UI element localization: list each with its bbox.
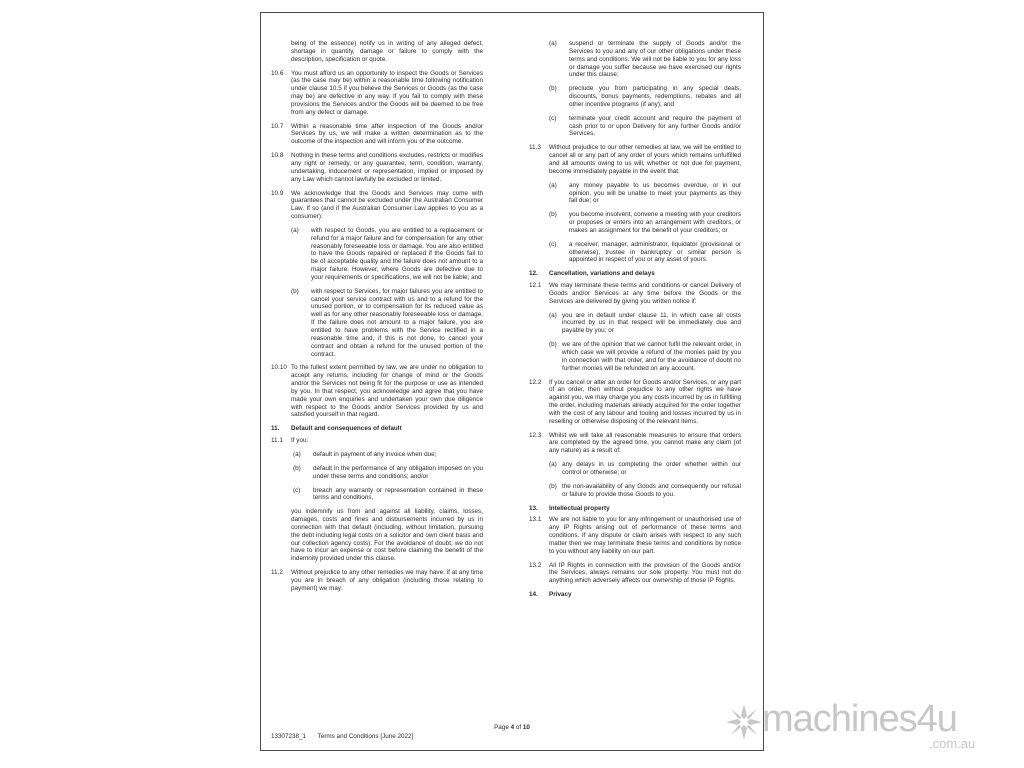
clause-number: 12.1: [529, 282, 542, 290]
clause-number: 13.2: [529, 561, 542, 569]
clause-number: (a): [549, 311, 557, 319]
clause: [529, 432, 741, 456]
clause-number: (a): [549, 181, 557, 189]
sub-clause: [529, 182, 741, 206]
clause: [271, 437, 483, 445]
clause-number: 14.: [529, 591, 538, 599]
clause-number: (a): [293, 450, 301, 458]
clause-text: We acknowledge that the Goods and Services may come with guarantees that cannot be excluded under the Australian Consumer Law. If so (and if the Australian Consumer Law applies to you as a consumer):: [291, 189, 483, 221]
clause: [271, 70, 483, 117]
clause-number: 11.: [271, 425, 280, 433]
clause: [271, 569, 483, 593]
clause-text: any delays in us completing the order whether within our control or otherwise; or: [562, 461, 741, 476]
clause-text: If you:: [291, 437, 309, 445]
clause-number: (b): [291, 287, 299, 295]
sub-clause: [529, 85, 741, 109]
clause-text: being of the essence) notify us in writing of any alleged defect, shortage in quantity, damage or failure to comply with the description, specification or quote.: [291, 40, 483, 63]
clause-text: All IP Rights in connection with the provision of the Goods and/or the Services, always remains our sole property. You must not do anything which adversely affects our ownership of those IP Rights.: [549, 561, 741, 585]
clause-number: (b): [549, 341, 557, 349]
clause-number: (b): [549, 85, 557, 93]
clause-number: 10.8: [271, 152, 284, 160]
clause: [529, 144, 741, 175]
clause: [271, 123, 483, 147]
clause-number: (a): [549, 40, 557, 47]
clause: [271, 364, 483, 419]
clause-text: Nothing in these terms and conditions excludes, restricts or modifies any right or remedy, or any guarantee, term, condition, warranty, undertaking, inducement or representation, implied or imposed by any Law which cannot lawfully be excluded or limited.: [291, 152, 483, 183]
section-heading: [529, 505, 741, 513]
clause-number: 10.10: [271, 364, 287, 372]
clause-text: Cancellation, variations and delays: [549, 270, 655, 278]
clause-text: any money payable to us becomes overdue, or in our opinion, you will be unable to meet your payments as they fall due; or: [569, 181, 741, 205]
clause: [529, 379, 741, 426]
sub-clause: [271, 227, 483, 282]
clause: [529, 282, 741, 306]
sub-clause: [529, 241, 741, 265]
clause-text: Within a reasonable time after inspection of the Goods and/or Services by us, we will make a written determination as to the outcome of the inspection and will inform you of the outcome.: [291, 122, 483, 146]
clause-number: 10.9: [271, 189, 284, 197]
clause-number: (a): [549, 461, 557, 469]
watermark-domain: .com.au: [929, 736, 976, 751]
clause-number: 10.6: [271, 69, 284, 77]
page-of: of: [514, 724, 523, 731]
clause-text: Default and consequences of default: [291, 425, 402, 433]
clause-text: default in the performance of any obligation imposed on you under these terms and conditions; and/or: [313, 464, 483, 480]
sub-clause: [529, 40, 741, 79]
clause-text: Intellectual property: [549, 504, 610, 512]
clause-text: terminate your credit account and require the payment of cash prior to or upon Delivery for any further Goods and/or Services.: [569, 114, 741, 138]
sub-clause: [529, 312, 741, 336]
clause-text: default in payment of any invoice when due;: [313, 450, 437, 458]
sub-clause: [529, 211, 741, 235]
clause-continuation: [271, 40, 483, 64]
clause-text: We may terminate these terms and conditions or cancel Delivery of Goods and/or Services at any time before the Goods or the Services are delivered by giving you written notice if:: [549, 282, 741, 305]
clause-number: 10.7: [271, 122, 284, 130]
sub-clause: [529, 115, 741, 139]
left-column: [271, 40, 483, 599]
page-current: 4: [510, 724, 515, 731]
clause-number: (c): [293, 486, 301, 494]
doc-number: 13307238_1: [271, 733, 307, 740]
page-prefix: Page: [494, 724, 511, 731]
clause: [529, 516, 741, 555]
clause-text: we are of the opinion that we cannot fulfil the relevant order, in which case we will provide a refund of the monies paid by you in connection with that order, and for the avoidance of doubt no further monies will be refunded on any account.: [562, 341, 741, 372]
clause-text: You must afford us an opportunity to inspect the Goods or Services (as the case may be) within a reasonable time following notification under clause 10.5 if you believe the Services or Goods (as the case may be) are defective in any way. If you fail to comply with these provisions the Services and/or the Goods will be deemed to be free from any defect or damage.: [291, 69, 483, 116]
document-footer: [271, 733, 423, 740]
clause-number: (c): [549, 240, 557, 248]
watermark-brand: machines4u: [762, 698, 957, 740]
clause-number: 13.: [529, 504, 538, 512]
clause: [271, 190, 483, 221]
clause-number: 12.: [529, 270, 538, 278]
clause-number: 11.1: [271, 437, 283, 445]
clause-text: you are in default under clause 11, in which case all costs incurred by us in that respect will be immediately due and payable by you; or: [562, 311, 741, 335]
clause-text: Privacy: [549, 591, 572, 599]
clause-text: Whilst we will take all reasonable measures to ensure that orders are completed by the agreed time, you cannot make any claim (of any nature) as a result of:: [549, 431, 741, 455]
sub-clause: [271, 288, 483, 359]
page-total: 10: [522, 724, 530, 731]
machines4u-watermark: [724, 700, 994, 750]
clause-text: you indemnify us from and against all liability, claims, losses, damages, costs and fines and disbursements incurred by us in connection with that default (including, without limitation, pursuing the debt including legal costs on a solicitor and own client basis and our collection agency costs). For the avoidance of doubt, we do not have to incur an expense or cost before claiming the benefit of the indemnity provided under this clause.: [291, 508, 483, 563]
clause-number: 11.2: [271, 569, 283, 577]
clause-number: (c): [549, 114, 557, 122]
sub-clause: [529, 461, 741, 477]
sub-clause: [271, 465, 483, 481]
clause-text: suspend or terminate the supply of Goods and/or the Services to you and any of our other obligations under these terms and conditions. We will not be liable to you for any loss or damage you suffer because we have exercised our rights under this clause;: [569, 40, 741, 79]
clause-text: preclude you from participating in any special deals, discounts, bonus payments, redemptions, rebates and all other incentive programs (if any); and: [569, 85, 741, 108]
clause: [271, 152, 483, 183]
section-heading: [271, 425, 483, 433]
clause-text: with respect to Services, for major failures you are entitled to cancel your service contract with us and to a refund for the unused portion, or to compensation for its reduced value as well as for any other reasonably foreseeable loss or damage. If the failure does not amount to a major failure, you are entitled to have problems with the Service rectified in a reasonable time and, if this is not done, to cancel your contract and obtain a refund for the unused portion of the contract.: [311, 287, 483, 358]
doc-title: Terms and Conditions [June 2022]: [317, 733, 414, 740]
clause-number: (b): [293, 464, 301, 472]
sub-clause: [529, 341, 741, 372]
clause-text: breach any warranty or representation contained in these terms and conditions,: [313, 486, 483, 502]
sub-clause: [529, 483, 741, 499]
clause-number: 13.1: [529, 516, 542, 524]
clause-text: Without prejudice to any other remedies we may have, if at any time you are in breach of any obligation (including those relating to payment) we may:: [291, 569, 483, 592]
clause-text: you become insolvent, convene a meeting with your creditors or proposes or enters into an arrangement with creditors, or makes an assignment for the benefit of your creditors; or: [569, 211, 741, 234]
clause: [529, 562, 741, 586]
clause-text: If you cancel or alter an order for Goods and/or Services, or any part of an order, then without prejudice to any other rights we have against you, we may charge you any costs incurred by us in fulfilling the order, including materials already acquired for the order together with the cost of any labour and tooling and losses incurred by us in reselling or otherwise disposing of the relevant items.: [549, 378, 741, 425]
clause-number: 12.3: [529, 431, 542, 439]
clause-text: Without prejudice to our other remedies at law, we will be entitled to cancel all or any part of any order of yours which remains unfulfilled and all amounts owing to us will, whether or not due for payment, become immediately payable in the event that:: [549, 144, 741, 175]
clause-number: (a): [291, 226, 299, 234]
clause-text: the non-availability of any Goods and consequently our refusal or failure to provide those Goods to you.: [562, 482, 741, 498]
sub-clause: [271, 451, 483, 459]
clause-number: (b): [549, 482, 557, 490]
clause-number: (b): [549, 211, 557, 219]
clause-text: We are not liable to you for any infringement or unauthorised use of any IP Rights arising out of performance of these terms and conditions. If any dispute or claim arises with respect to any such matter then we may terminate these terms and conditions by notice to you without any liability on our part.: [549, 516, 741, 555]
right-column: [529, 40, 741, 603]
clause-number: 11.3: [529, 144, 541, 152]
sub-clause: [271, 487, 483, 503]
clause-text: with respect to Goods, you are entitled to a replacement or refund for a major failure and for compensation for any other reasonably foreseeable loss or damage. You are also entitled to have the Goods repaired or replaced if the Goods fail to be of acceptable quality and the failure does not amount to a major failure. However, where Goods are defective due to your requirements or specifications, we will not be liable; and: [311, 226, 483, 281]
clause-text: To the fullest extent permitted by law, we are under no obligation to accept any returns, including for change of mind or the Goods and/or the Services not being fit for the purpose or use as intended by you. In that respect, you acknowledge and agree that you have made your own enquiries and undertaken your own due diligence with respect to the Goods and/or Services provided by us and satisfied yourself in that regard.: [291, 364, 483, 419]
document-page: [260, 12, 764, 751]
clause-number: 12.2: [529, 378, 542, 386]
section-heading: [529, 591, 741, 599]
page-number: [261, 724, 763, 731]
clause-text: a receiver, manager, administrator, liquidator (provisional or otherwise), trustee in bankruptcy or similar person is appointed in respect of you or any asset of yours.: [569, 240, 741, 264]
clause-continuation: [271, 508, 483, 563]
gear-star-logo-icon: [724, 702, 764, 742]
section-heading: [529, 270, 741, 278]
